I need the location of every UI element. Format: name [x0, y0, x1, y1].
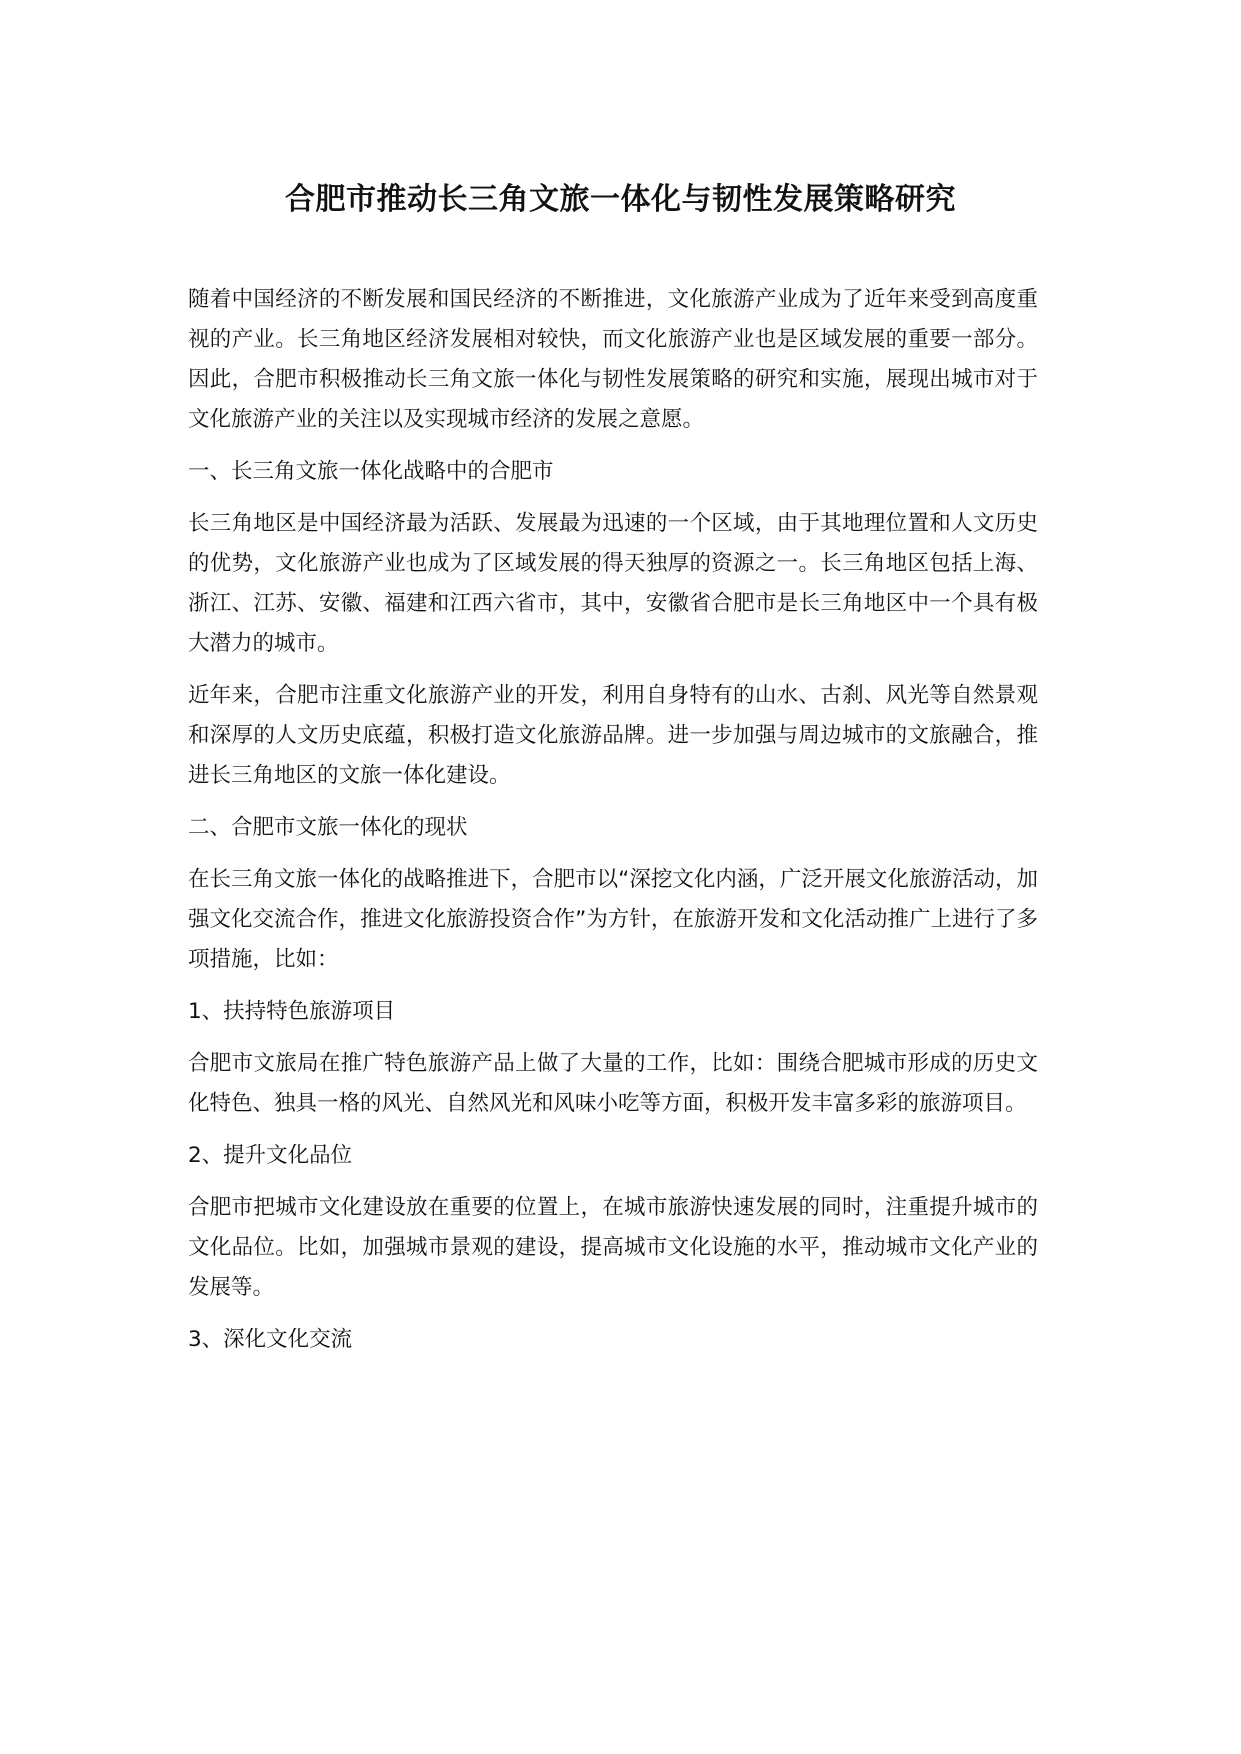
section-heading-1: 一、长三角文旅一体化战略中的合肥市	[188, 459, 554, 484]
document-title: 合肥市推动长三角文旅一体化与韧性发展策略研究	[285, 182, 956, 217]
document-body	[188, 280, 1038, 1372]
section-heading-2: 二、合肥市文旅一体化的现状	[188, 815, 468, 840]
subsection-heading-1: 1、扶持特色旅游项目	[188, 999, 396, 1024]
paragraph: 合肥市把城市文化建设放在重要的位置上，在城市旅游快速发展的同时，注重提升城市的文化品位。比如，加强城市景观的建设，提高城市文化设施的水平，推动城市文化产业的发展等。	[188, 1195, 1038, 1300]
paragraph: 合肥市文旅局在推广特色旅游产品上做了大量的工作，比如：围绕合肥城市形成的历史文化特色、独具一格的风光、自然风光和风味小吃等方面，积极开发丰富多彩的旅游项目。	[188, 1051, 1038, 1116]
subsection-heading-2: 2、提升文化品位	[188, 1143, 353, 1168]
paragraph-intro: 随着中国经济的不断发展和国民经济的不断推进，文化旅游产业成为了近年来受到高度重视的产业。长三角地区经济发展相对较快，而文化旅游产业也是区域发展的重要一部分。因此，合肥市积极推动长三角文旅一体化与韧性发展策略的研究和实施，展现出城市对于文化旅游产业的关注以及实现城市经济的发展之意愿。	[188, 287, 1038, 432]
paragraph: 长三角地区是中国经济最为活跃、发展最为迅速的一个区域，由于其地理位置和人文历史的优势，文化旅游产业也成为了区域发展的得天独厚的资源之一。长三角地区包括上海、浙江、江苏、安徽、福建和江西六省市，其中，安徽省合肥市是长三角地区中一个具有极大潜力的城市。	[188, 511, 1038, 656]
paragraph: 近年来，合肥市注重文化旅游产业的开发，利用自身特有的山水、古刹、风光等自然景观和深厚的人文历史底蕴，积极打造文化旅游品牌。进一步加强与周边城市的文旅融合，推进长三角地区的文旅一体化建设。	[188, 683, 1038, 788]
paragraph: 在长三角文旅一体化的战略推进下，合肥市以“深挖文化内涵，广泛开展文化旅游活动，加强文化交流合作，推进文化旅游投资合作”为方针，在旅游开发和文化活动推广上进行了多项措施，比如：	[188, 867, 1038, 972]
subsection-heading-3: 3、深化文化交流	[188, 1327, 353, 1352]
